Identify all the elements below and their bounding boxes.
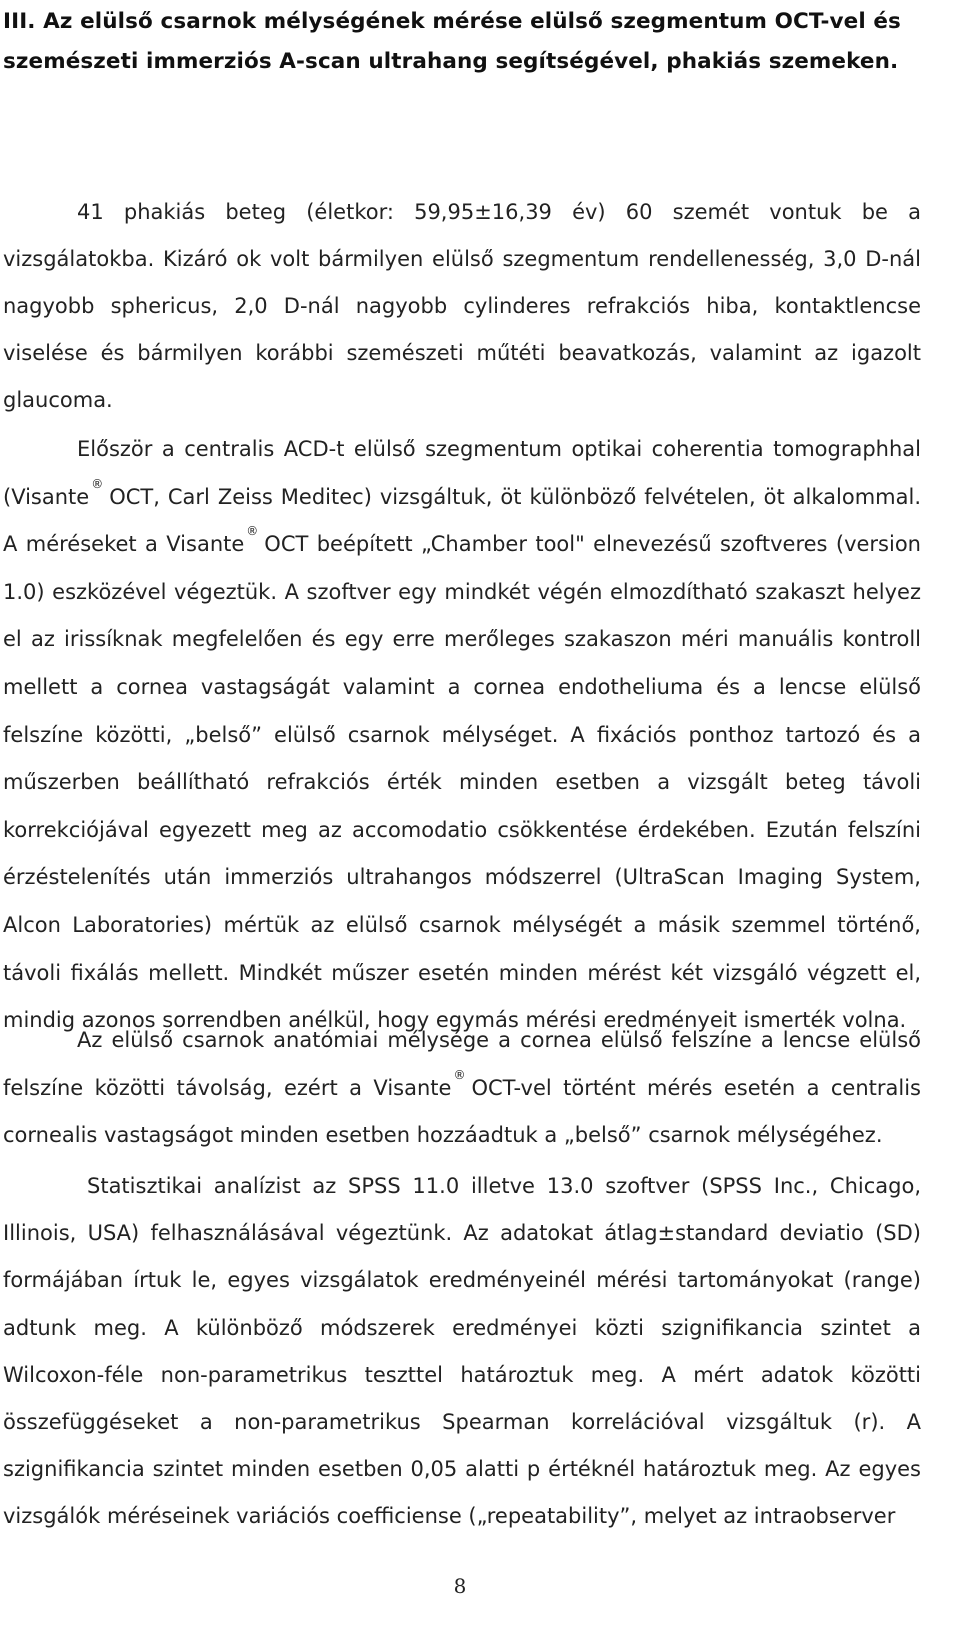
paragraph-patients: 41 phakiás beteg (életkor: 59,95±16,39 év) 60 szemét vontuk be a vizsgálatokba. Kizáró ok volt bármilyen elülső szegmentum rendellenesség, 3,0 D-nál nagyobb sphericus, 2,0 D-nál nagyobb cylinderes refrakciós hiba, kontaktlencse viselése és bármilyen korábbi szemészeti műtéti beavatkozás, valamint az igazolt glaucoma. <box>3 200 921 412</box>
paragraph-anatomy <box>3 1017 921 1160</box>
registered-mark-icon: ® <box>91 476 104 491</box>
methods-text-1: Először a centralis ACD-t elülső szegmentum optikai coherentia tomographhal (Visante <box>3 437 921 509</box>
page-number: 8 <box>453 1574 467 1598</box>
paragraph-methods <box>3 426 921 1045</box>
anatomy-text-1: Az elülső csarnok anatómiai mélysége a cornea elülső felszíne a lencse elülső felszíne közötti távolság, ezért a Visante <box>3 1028 921 1100</box>
anatomy-text-2: OCT-vel történt mérés esetén a centralis cornealis vastagságot minden esetben hozzáadtuk a „belső” csarnok mélységéhez. <box>3 1075 921 1147</box>
methods-text-2: OCT, Carl Zeiss Meditec) vizsgáltuk, öt különböző felvételen, öt alkalommal. A méréseket a Visante <box>3 484 921 557</box>
methods-text-3: OCT beépített „Chamber tool" elnevezésű szoftveres (version 1.0) eszközével végeztük. A szoftver egy mindkét végén elmozdítható szakaszt helyez el az irissíknak megfelelően és egy erre merőleges szakaszon méri manuális kontroll mellett a cornea vastagságát valamint a cornea endotheliuma és a lencse elülső felszíne közötti, „belső” elülső csarnok mélységet. A fixációs ponthoz tartozó és a műszerben beállítható refrakciós érték minden esetben a vizsgált beteg távoli korrekciójával egyezett meg az accomodatio csökkentése érdekében. Ezután felszíni érzéstelenítés után immerziós ultrahangos módszerrel (UltraScan Imaging System, Alcon Laboratories) mértük az elülső csarnok mélységét a másik szemmel történő, távoli fixálás mellett. Mindkét műszer esetén minden mérést két vizsgáló végzett el, mindig azonos sorrendben anélkül, hogy egymás mérési eredményeit ismerték volna. <box>3 532 921 1033</box>
section-heading: III. Az elülső csarnok mélységének mérése elülső szegmentum OCT-vel és szemészeti immerziós A-scan ultrahang segítségével, phakiás szemeken. <box>3 9 901 74</box>
registered-mark-icon: ® <box>246 524 259 539</box>
paragraph-statistics: Statisztikai analízist az SPSS 11.0 illetve 13.0 szoftver (SPSS Inc., Chicago, Illinois, USA) felhasználásával végeztünk. Az adatokat átlag±standard deviatio (SD) formájában írtuk le, egyes vizsgálatok eredményeinél mérési tartományokat (range) adtunk meg. A különböző módszerek eredményei közti szignifikancia szintet a Wilcoxon-féle non-parametrikus teszttel határoztuk meg. A mért adatok közötti összefüggéseket a non-parametrikus Spearman korrelációval vizsgáltuk (r). A szignifikancia szintet minden esetben 0,05 alatti p értéknél határoztuk meg. Az egyes vizsgálók méréseinek variációs coefficiense („repeatability”, melyet az intraobserver <box>3 1174 921 1529</box>
registered-mark-icon: ® <box>453 1067 466 1082</box>
